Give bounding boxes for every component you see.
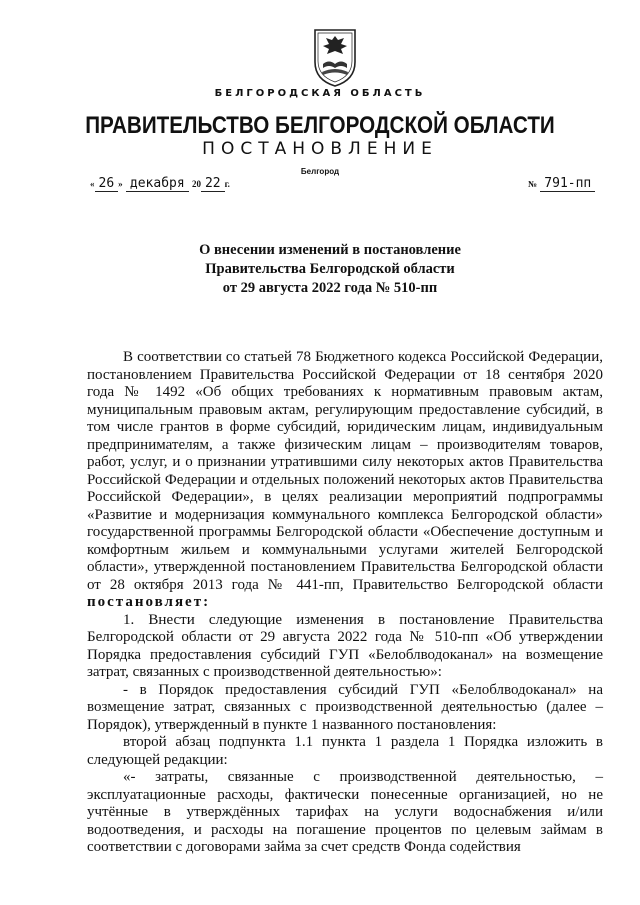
body-paragraph: - в Порядок предоставления субсидий ГУП «Белоблводоканал» на возмещение затрат, связанных с производственной деятельностью (далее – Порядок), утвержденный в пункте 1 названного постановления: xyxy=(87,681,603,733)
title-line: от 29 августа 2022 года № 510-пп xyxy=(222,280,438,296)
body-paragraph: «- затраты, связанные с производственной деятельностью, – эксплуатационные расходы, фактически понесенные организацией, но не учтённые в утверждённых тарифах на услуги водоснабжения и/или водоотведения, и расходы на погашение процентов по целевым займам в соответствии с договорами займа за счет средств Фонда содействия xyxy=(87,769,603,855)
document-title xyxy=(180,241,480,298)
document-number xyxy=(528,175,595,191)
date-year-prefix: 20 xyxy=(191,179,201,189)
body-paragraph: второй абзац подпункта 1.1 пункта 1 раздела 1 Порядка изложить в следующей редакции: xyxy=(87,734,603,768)
region-name: БЕЛГОРОДСКАЯ ОБЛАСТЬ xyxy=(214,88,426,99)
title-line: Правительства Белгородской области xyxy=(205,261,455,277)
body-paragraph: 1. Внести следующие изменения в постановление Правительства Белгородской области от 29 августа 2022 года № 510-пп «Об утверждении Порядка предоставления субсидий ГУП «Белоблводоканал» на возмещение затрат, связанных с производственной деятельностью»: xyxy=(87,611,603,680)
date-year-suffix: 22 xyxy=(201,176,225,192)
date-day: 26 xyxy=(95,176,119,192)
city-name: Белгород xyxy=(300,167,340,176)
date-month: декабря xyxy=(126,176,189,192)
document-date: « 26 » декабря 20 22 г. xyxy=(90,176,230,191)
coat-of-arms-emblem xyxy=(312,26,358,88)
date-year-mark: г. xyxy=(224,179,230,189)
document-type: ПОСТАНОВЛЕНИЕ xyxy=(202,139,438,159)
number-sign: № xyxy=(528,179,538,189)
title-line: О внесении изменений в постановление xyxy=(199,242,461,258)
document-body xyxy=(87,349,603,857)
number-value: 791-пп xyxy=(540,176,595,192)
resolve-word: постановляет: xyxy=(87,594,211,610)
body-paragraph: В соответствии со статьей 78 Бюджетного кодекса Российской Федерации, постановлением Правительства Российской Федерации от 18 сентября 2020 года № 1492 «Об общих требованиях к нормативным правовым актам, муниципальным правовым актам, регулирующим предоставление субсидий, в том числе грантов в форме субсидий, юридическим лицам, индивидуальным предпринимателям, а также физическим лицам – производителям товаров, работ, услуг, и о признании утратившими силу некоторых актов Правительства Российской Федерации и отдельных положений некоторых актов Правительства Российской Федерации», в целях реализации мероприятий подпрограммы «Развитие и модернизация коммунального комплекса Белгородской области» государственной программы Белгородской области «Обеспечение доступным и комфортным жильем и коммунальными услугами жителей Белгородской области», утвержденной постановлением Правительства Белгородской области от 28 октября 2013 года № 441-пп, Правительство Белгородской области постановляет: xyxy=(87,349,603,610)
government-name: ПРАВИТЕЛЬСТВО БЕЛГОРОДСКОЙ ОБЛАСТИ xyxy=(85,112,555,139)
